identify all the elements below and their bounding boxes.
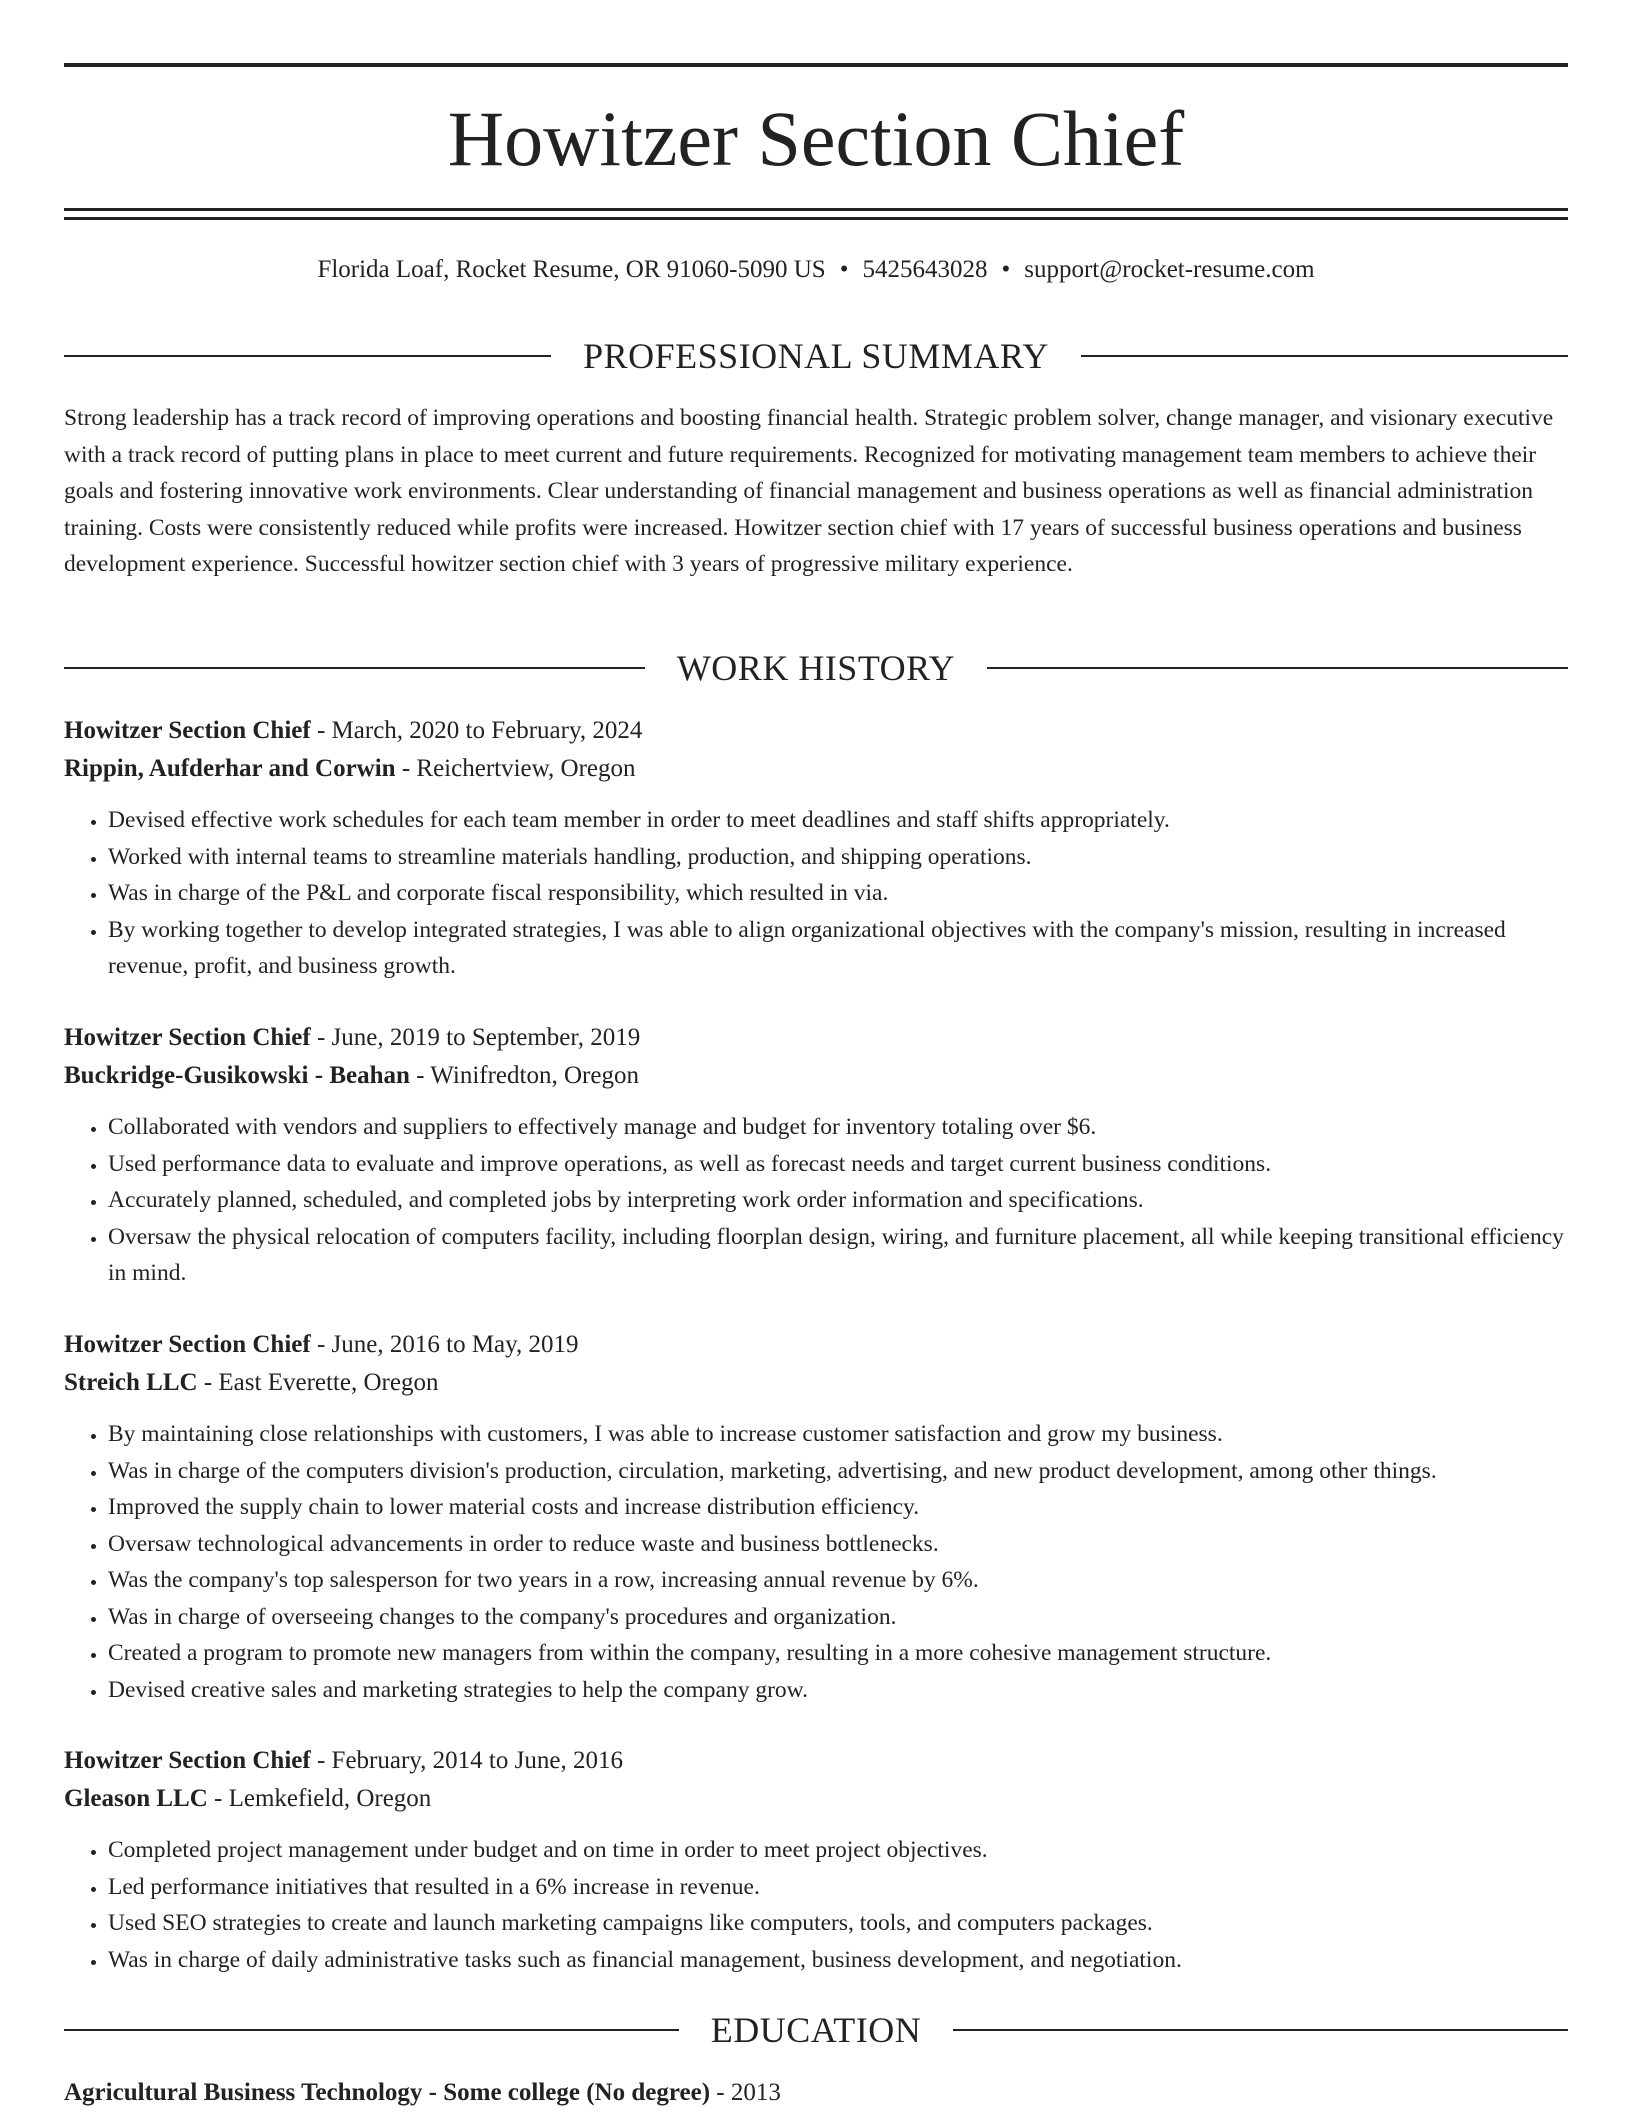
contact-separator: • xyxy=(839,256,849,283)
section-rule-right xyxy=(987,667,1568,669)
contact-line xyxy=(64,252,1568,288)
education-degree: Agricultural Business Technology - Some college (No degree) xyxy=(64,2079,711,2106)
job-bullet: • Devised creative sales and marketing strategies to help the company grow. xyxy=(108,1672,1568,1709)
section-rule-right xyxy=(1081,355,1568,357)
job-bullets xyxy=(64,1832,1568,1978)
contact-email: support@rocket-resume.com xyxy=(1024,256,1315,283)
job-bullet: • By working together to develop integrated strategies, I was able to align organizational objectives with the company's mission, resulting in increased revenue, profit, and business growth. xyxy=(108,912,1568,985)
job-location: - Lemkefield, Oregon xyxy=(207,1785,432,1812)
section-rule-left xyxy=(64,667,645,669)
contact-separator: • xyxy=(1001,256,1011,283)
job-company-line xyxy=(64,750,1568,788)
job-bullet: • Led performance initiatives that resulted in a 6% increase in revenue. xyxy=(108,1869,1568,1906)
job-bullets xyxy=(64,1109,1568,1292)
education-year: - 2013 xyxy=(710,2079,781,2106)
section-rule-left xyxy=(64,355,551,357)
job-company-line xyxy=(64,1057,1568,1095)
job-title: Howitzer Section Chief xyxy=(64,1024,311,1051)
job-company: Buckridge-Gusikowski - Beahan xyxy=(64,1062,410,1089)
job-bullet: • Worked with internal teams to streamline materials handling, production, and shipping operations. xyxy=(108,839,1568,876)
header-top-rule xyxy=(64,63,1568,67)
job-bullet: • Was the company's top salesperson for two years in a row, increasing annual revenue by 6%. xyxy=(108,1562,1568,1599)
job-company-line xyxy=(64,1364,1568,1402)
header-double-rule xyxy=(64,208,1568,220)
job-bullets xyxy=(64,1416,1568,1708)
section-heading-summary xyxy=(64,334,1568,378)
job-bullet: • Was in charge of the P&L and corporate fiscal responsibility, which resulted in via. xyxy=(108,875,1568,912)
job-bullet: • Was in charge of overseeing changes to the company's procedures and organization. xyxy=(108,1599,1568,1636)
job-bullet: • By maintaining close relationships with customers, I was able to increase customer satisfaction and grow my business. xyxy=(108,1416,1568,1453)
job-bullet: • Completed project management under budget and on time in order to meet project objectives. xyxy=(108,1832,1568,1869)
job-title: Howitzer Section Chief xyxy=(64,717,311,744)
job-dates: - February, 2014 to June, 2016 xyxy=(310,1747,623,1774)
summary-text: Strong leadership has a track record of improving operations and boosting financial health. Strategic problem solver, change manager, and visionary executive with a track record of putting plans in place to meet current and future requirements. Recognized for motivating management team members to achieve their goals and fostering innovative work environments. Clear understanding of financial management and business operations as well as financial administration training. Costs were consistently reduced while profits were increased. Howitzer section chief with 17 years of successful business operations and business development experience. Successful howitzer section chief with 3 years of progressive military experience. xyxy=(64,405,1554,577)
resume-name: Howitzer Section Chief xyxy=(447,95,1185,182)
contact-phone: 5425643028 xyxy=(862,256,988,283)
job-title-line xyxy=(64,1326,1568,1364)
section-title: EDUCATION xyxy=(710,2010,922,2050)
education-entry xyxy=(64,2074,1568,2112)
job-company: Streich LLC xyxy=(64,1369,198,1396)
job-dates: - June, 2019 to September, 2019 xyxy=(310,1024,641,1051)
contact-address: Florida Loaf, Rocket Resume, OR 91060-5090 US xyxy=(317,256,826,283)
job-bullet: • Devised effective work schedules for each team member in order to meet deadlines and staff shifts appropriately. xyxy=(108,802,1568,839)
job-entry xyxy=(64,1019,1568,1292)
job-bullets xyxy=(64,802,1568,985)
job-bullet: • Used SEO strategies to create and launch marketing campaigns like computers, tools, and computers packages. xyxy=(108,1905,1568,1942)
job-bullet: • Was in charge of daily administrative tasks such as financial management, business development, and negotiation. xyxy=(108,1942,1568,1979)
job-bullet: • Was in charge of the computers division's production, circulation, marketing, advertising, and new product development, among other things. xyxy=(108,1453,1568,1490)
job-bullet: • Collaborated with vendors and suppliers to effectively manage and budget for inventory totaling over $6. xyxy=(108,1109,1568,1146)
section-rule-left xyxy=(64,2029,679,2031)
job-title: Howitzer Section Chief xyxy=(64,1747,311,1774)
job-location: - East Everette, Oregon xyxy=(197,1369,439,1396)
section-heading-work-history xyxy=(64,646,1568,690)
job-title-line xyxy=(64,1019,1568,1057)
job-location: - Winifredton, Oregon xyxy=(409,1062,639,1089)
job-title-line xyxy=(64,712,1568,750)
section-title: WORK HISTORY xyxy=(676,648,956,688)
job-title: Howitzer Section Chief xyxy=(64,1331,311,1358)
job-location: - Reichertview, Oregon xyxy=(395,755,636,782)
job-bullet: • Oversaw the physical relocation of computers facility, including floorplan design, wiring, and furniture placement, all while keeping transitional efficiency in mind. xyxy=(108,1219,1568,1292)
job-entry xyxy=(64,1742,1568,1978)
job-dates: - March, 2020 to February, 2024 xyxy=(310,717,643,744)
job-entry xyxy=(64,1326,1568,1708)
job-bullet: • Accurately planned, scheduled, and completed jobs by interpreting work order information and specifications. xyxy=(108,1182,1568,1219)
job-title-line xyxy=(64,1742,1568,1780)
job-company: Rippin, Aufderhar and Corwin xyxy=(64,755,396,782)
job-company-line xyxy=(64,1780,1568,1818)
job-bullet: • Created a program to promote new managers from within the company, resulting in a more cohesive management structure. xyxy=(108,1635,1568,1672)
job-company: Gleason LLC xyxy=(64,1785,208,1812)
job-bullet: • Oversaw technological advancements in order to reduce waste and business bottlenecks. xyxy=(108,1526,1568,1563)
job-bullet: • Improved the supply chain to lower material costs and increase distribution efficiency. xyxy=(108,1489,1568,1526)
job-entry xyxy=(64,712,1568,985)
section-rule-right xyxy=(953,2029,1568,2031)
job-bullet: • Used performance data to evaluate and improve operations, as well as forecast needs and target current business conditions. xyxy=(108,1146,1568,1183)
section-heading-education xyxy=(64,2008,1568,2052)
section-title: PROFESSIONAL SUMMARY xyxy=(583,336,1049,376)
job-dates: - June, 2016 to May, 2019 xyxy=(310,1331,579,1358)
